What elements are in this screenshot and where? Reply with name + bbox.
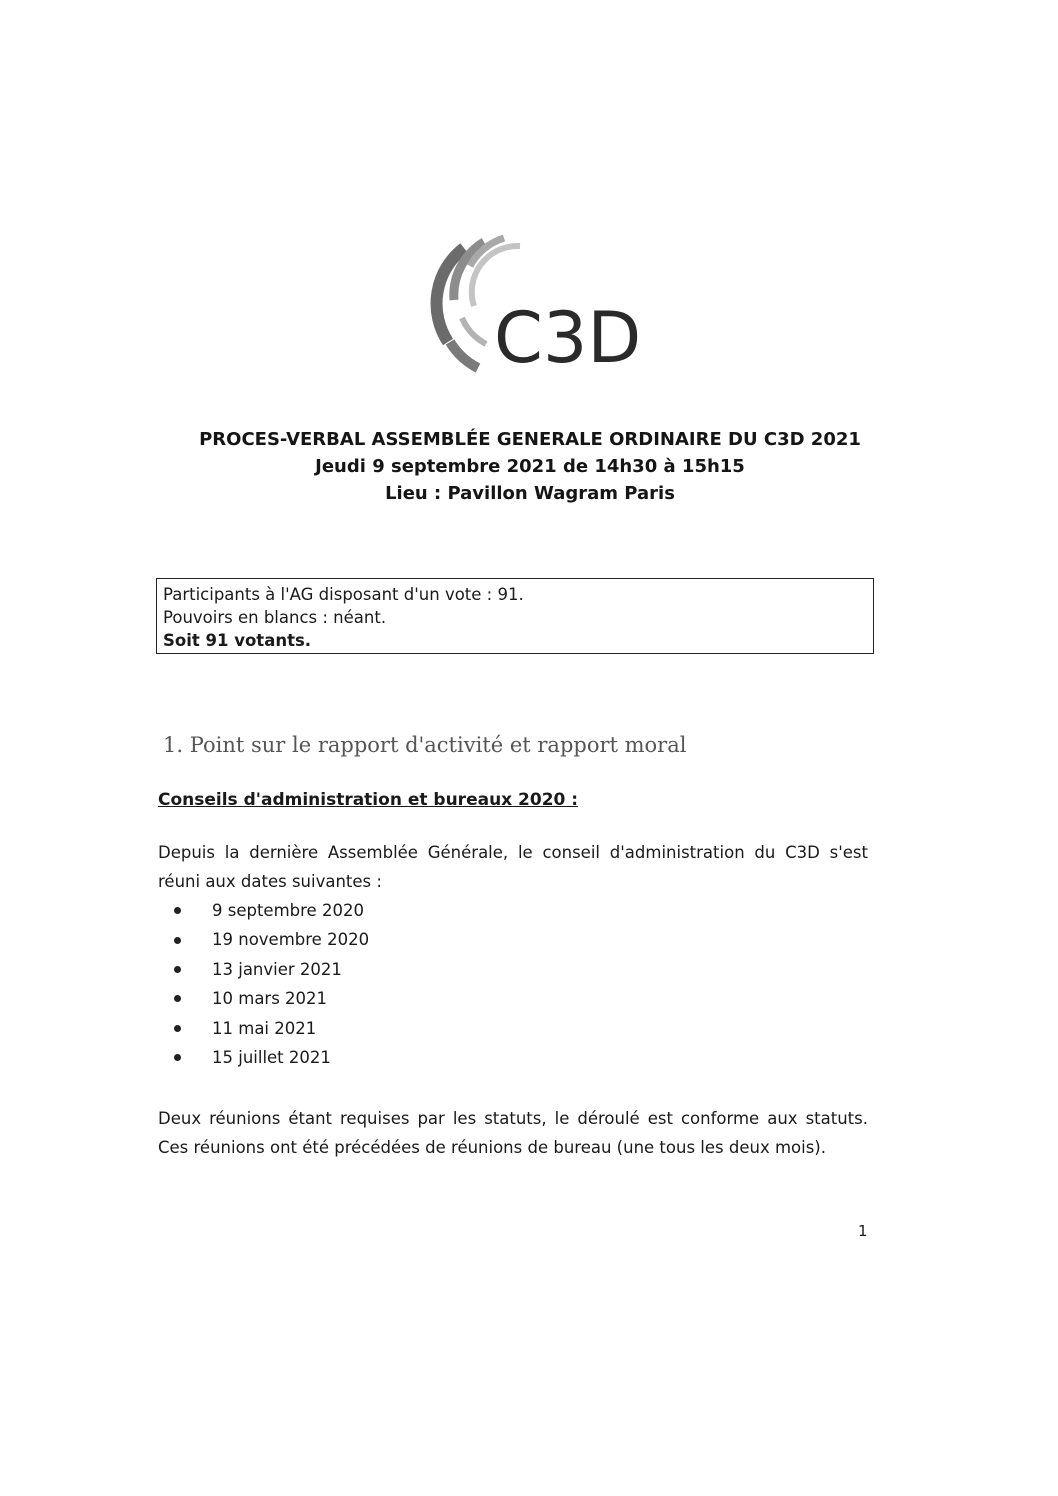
list-item: 10 mars 2021 — [172, 984, 369, 1013]
subheading: Conseils d'administration et bureaux 2020 : — [158, 790, 579, 810]
bullet-icon — [174, 966, 181, 973]
list-item: 11 mai 2021 — [172, 1014, 369, 1043]
list-item: 9 septembre 2020 — [172, 896, 369, 925]
c3d-logo — [412, 222, 642, 382]
intro-paragraph: Depuis la dernière Assemblée Générale, le conseil d'administration du C3D s'est réuni aux dates suivantes : — [158, 843, 868, 891]
bullet-icon — [174, 995, 181, 1002]
bullet-icon — [174, 1025, 181, 1032]
logo-text: C3D — [494, 297, 642, 379]
section-heading: 1. Point sur le rapport d'activité et rapport moral — [163, 733, 687, 757]
title-line-3: Lieu : Pavillon Wagram Paris — [385, 483, 675, 504]
participants-line: Participants à l'AG disposant d'un vote : 91. — [163, 585, 524, 604]
vote-summary-box — [156, 578, 874, 654]
page-number: 1 — [858, 1222, 868, 1240]
conclusion-paragraph: Deux réunions étant requises par les statuts, le déroulé est conforme aux statuts. Ces réunions ont été précédées de réunions de bureau (une tous les deux mois). — [158, 1109, 868, 1157]
meeting-dates-list — [172, 896, 369, 1072]
title-line-1: PROCES-VERBAL ASSEMBLÉE GENERALE ORDINAIRE DU C3D 2021 — [199, 429, 861, 450]
list-item: 19 novembre 2020 — [172, 925, 369, 954]
title-line-2: Jeudi 9 septembre 2021 de 14h30 à 15h15 — [315, 456, 745, 477]
document-title — [150, 426, 910, 507]
list-item: 13 janvier 2021 — [172, 955, 369, 984]
bullet-icon — [174, 907, 181, 914]
bullet-icon — [174, 937, 181, 944]
voters-total-line: Soit 91 votants. — [163, 631, 312, 650]
proxies-line: Pouvoirs en blancs : néant. — [163, 608, 387, 627]
list-item: 15 juillet 2021 — [172, 1043, 369, 1072]
bullet-icon — [174, 1054, 181, 1061]
